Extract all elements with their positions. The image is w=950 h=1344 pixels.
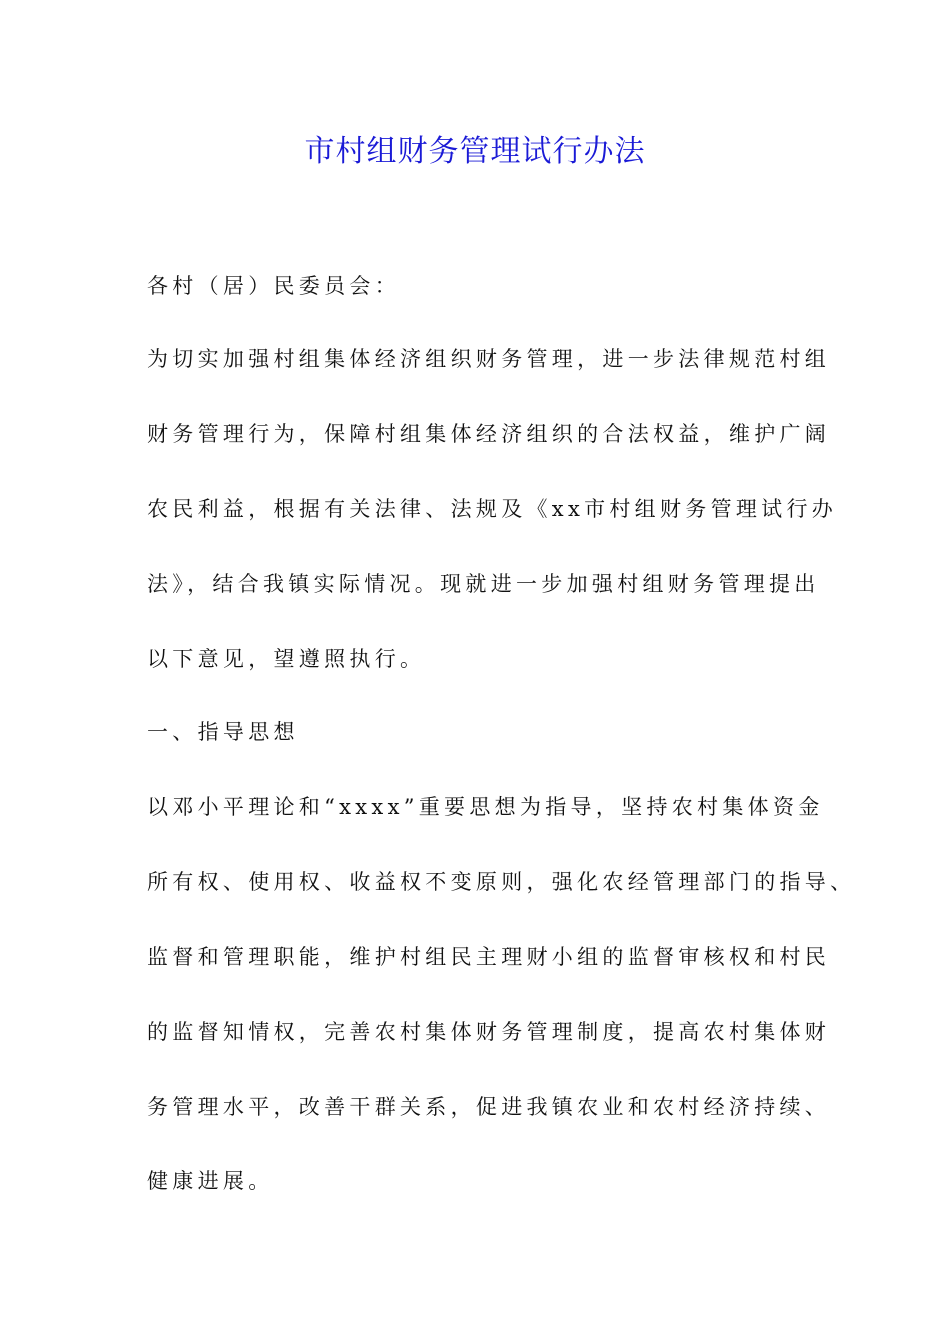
- paragraph-line: 以下意见，望遵照执行。: [147, 647, 426, 671]
- paragraph-line: 健康进展。: [147, 1169, 274, 1193]
- paragraph-line: 以邓小平理论和“xxxx”重要思想为指导，坚持农村集体资金: [147, 795, 824, 819]
- paragraph-line: 财务管理行为，保障村组集体经济组织的合法权益，维护广阔: [147, 422, 831, 446]
- paragraph-line: 务管理水平，改善干群关系，促进我镇农业和农村经济持续、: [147, 1095, 831, 1119]
- paragraph-line: 为切实加强村组集体经济组织财务管理，进一步法律规范村组: [147, 347, 831, 371]
- section-heading: 一、指导思想: [147, 720, 299, 744]
- document-title: 市村组财务管理试行办法: [304, 134, 646, 169]
- paragraph-line: 所有权、使用权、收益权不变原则，强化农经管理部门的指导、: [147, 870, 856, 894]
- paragraph-line: 法》，结合我镇实际情况。现就进一步加强村组财务管理提出: [147, 572, 820, 596]
- salutation: 各村（居）民委员会：: [147, 274, 400, 298]
- paragraph-line: 的监督知情权，完善农村集体财务管理制度，提高农村集体财: [147, 1020, 831, 1044]
- paragraph-line: 监督和管理职能，维护村组民主理财小组的监督审核权和村民: [147, 945, 831, 969]
- paragraph-line: 农民利益，根据有关法律、法规及《xx市村组财务管理试行办: [147, 497, 838, 521]
